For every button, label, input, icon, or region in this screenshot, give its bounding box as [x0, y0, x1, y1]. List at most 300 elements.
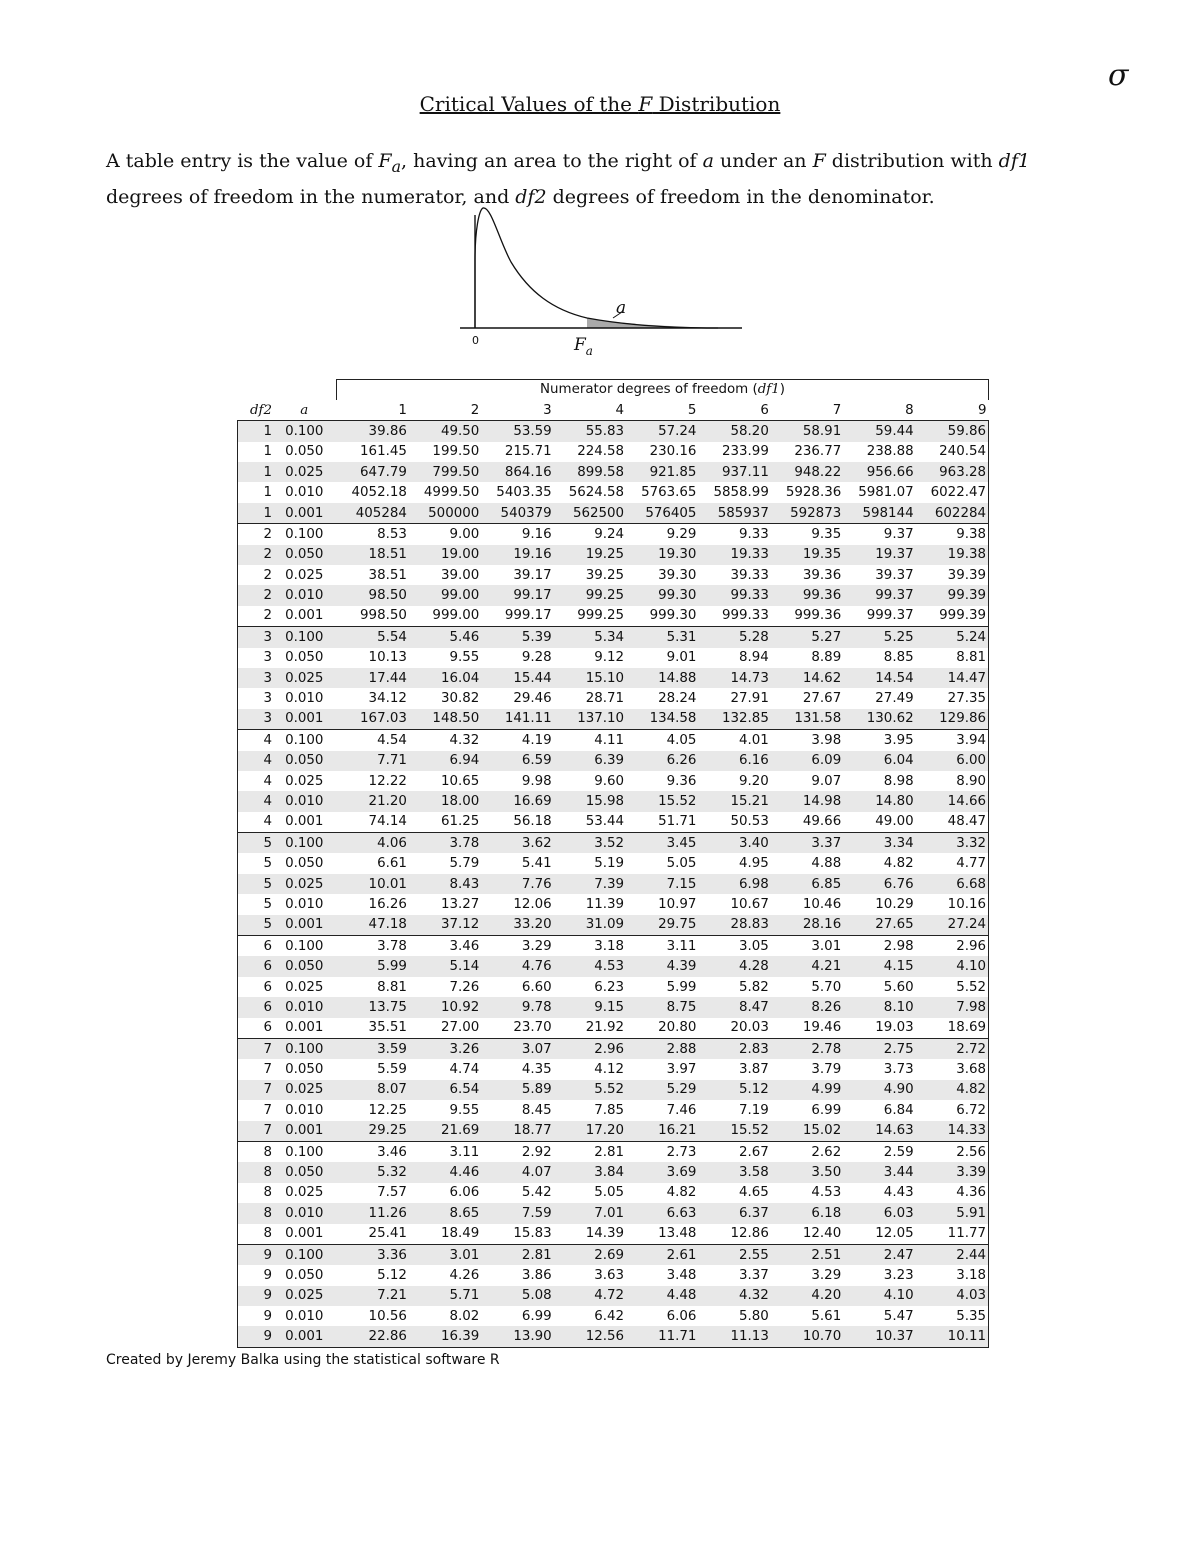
critical-value-cell: 864.16 [481, 462, 553, 482]
critical-value-cell: 2.83 [698, 1039, 770, 1060]
critical-value-cell: 27.65 [843, 915, 915, 936]
critical-value-cell: 10.01 [337, 874, 409, 894]
critical-value-cell: 99.37 [843, 585, 915, 605]
df2-cell: 7 [238, 1080, 273, 1100]
critical-value-cell: 5858.99 [713, 485, 769, 501]
critical-value-cell: 7.19 [739, 1102, 769, 1118]
df2-cell: 6 [238, 1018, 273, 1039]
df2-header: df2 [238, 400, 273, 421]
table-row [238, 482, 989, 502]
critical-value-cell: 5.52 [916, 977, 989, 997]
critical-value-cell: 14.88 [626, 668, 698, 688]
critical-value-cell: 55.83 [554, 421, 626, 442]
alpha-cell: 0.001 [272, 709, 337, 730]
table-row [238, 606, 989, 627]
critical-value-cell: 10.65 [440, 773, 480, 789]
critical-value-cell: 5.28 [698, 627, 770, 648]
critical-value-cell: 2.69 [554, 1244, 626, 1265]
critical-value-cell: 19.25 [554, 545, 626, 565]
critical-value-cell: 236.77 [794, 444, 842, 460]
page-title: Critical Values of the F Distribution [419, 92, 781, 116]
df2-cell: 3 [238, 627, 273, 648]
alpha-cell: 0.050 [285, 1062, 324, 1078]
critical-value-cell: 8.07 [337, 1080, 409, 1100]
df2-cell: 4 [238, 771, 273, 791]
critical-value-cell: 4.53 [811, 1185, 842, 1201]
df1-col-header: 9 [916, 400, 989, 421]
alpha-cell: 0.010 [285, 485, 324, 501]
df2-cell: 9 [238, 1244, 273, 1265]
alpha-label: a [616, 298, 627, 318]
alpha-cell: 0.010 [272, 1203, 337, 1223]
critical-value-cell: 21.69 [409, 1121, 481, 1142]
critical-value-cell: 18.49 [409, 1224, 481, 1245]
critical-value-cell: 999.25 [554, 606, 626, 627]
critical-value-cell: 2.73 [666, 1144, 697, 1160]
critical-value-cell: 2.98 [883, 938, 914, 954]
critical-value-cell: 4.01 [739, 732, 769, 748]
alpha-cell: 0.025 [272, 668, 337, 688]
alpha-cell: 0.050 [272, 545, 337, 565]
critical-value-cell: 4.88 [811, 856, 842, 872]
critical-value-cell: 4.10 [916, 956, 989, 976]
critical-value-cell: 4.76 [481, 956, 553, 976]
table-row [238, 524, 989, 545]
critical-value-cell: 647.79 [337, 462, 409, 482]
critical-value-cell: 799.50 [409, 462, 481, 482]
critical-value-cell: 3.95 [883, 732, 914, 748]
critical-value-cell: 20.80 [626, 1018, 698, 1039]
critical-value-cell: 9.00 [449, 526, 480, 542]
critical-value-cell: 999.36 [771, 606, 843, 627]
alpha-cell: 0.100 [285, 732, 324, 748]
footer-credit: Created by Jeremy Balka using the statistical software R [106, 1352, 500, 1368]
critical-value-cell: 224.58 [577, 444, 625, 460]
critical-value-cell: 27.00 [409, 1018, 481, 1039]
critical-value-cell: 7.39 [554, 874, 626, 894]
critical-value-cell: 2.61 [626, 1244, 698, 1265]
table-row [238, 688, 989, 708]
critical-value-cell: 14.66 [916, 791, 989, 811]
critical-value-cell: 5.60 [883, 979, 914, 995]
table-row [238, 462, 989, 482]
alpha-cell: 0.050 [285, 650, 324, 666]
table-row [238, 545, 989, 565]
critical-value-cell: 6022.47 [916, 482, 989, 502]
critical-value-cell: 15.52 [626, 791, 698, 811]
critical-value-cell: 3.34 [843, 833, 915, 854]
alpha-cell: 0.025 [285, 1185, 324, 1201]
critical-value-cell: 9.78 [481, 997, 553, 1017]
critical-value-cell: 2.47 [843, 1244, 915, 1265]
alpha-cell: 0.050 [272, 956, 337, 976]
df2-cell: 4 [238, 751, 273, 771]
critical-value-cell: 4.20 [771, 1286, 843, 1306]
alpha-cell: 0.050 [285, 856, 324, 872]
f-distribution-diagram [455, 200, 755, 365]
critical-value-cell: 6.06 [666, 1308, 697, 1324]
critical-value-cell: 6.18 [771, 1203, 843, 1223]
critical-value-cell: 3.69 [626, 1162, 698, 1182]
critical-value-cell: 49.00 [843, 812, 915, 833]
table-row [238, 853, 989, 873]
table-row [238, 1183, 989, 1203]
alpha-cell: 0.010 [285, 1102, 324, 1118]
alpha-cell: 0.001 [272, 812, 337, 833]
alpha-cell: 0.100 [272, 1244, 337, 1265]
table-row [238, 1162, 989, 1182]
table-row [238, 936, 989, 957]
critical-value-cell: 4.65 [739, 1185, 769, 1201]
critical-value-cell: 14.98 [771, 791, 843, 811]
alpha-cell: 0.025 [285, 773, 324, 789]
critical-value-cell: 9.55 [449, 650, 480, 666]
critical-value-cell: 6.37 [698, 1203, 770, 1223]
critical-value-cell: 15.21 [698, 791, 770, 811]
table-row [238, 997, 989, 1017]
alpha-cell: 0.100 [272, 421, 337, 442]
critical-value-cell: 17.44 [337, 668, 409, 688]
critical-value-cell: 9.38 [916, 524, 989, 545]
critical-value-cell: 9.98 [521, 773, 552, 789]
critical-value-cell: 11.13 [698, 1326, 770, 1347]
critical-value-cell: 10.67 [730, 896, 769, 912]
critical-value-cell: 8.43 [409, 874, 481, 894]
critical-value-cell: 5.41 [521, 856, 552, 872]
critical-value-cell: 4.82 [666, 1185, 697, 1201]
critical-value-cell: 99.17 [481, 585, 553, 605]
df1-col-header: 8 [843, 400, 915, 421]
critical-value-cell: 12.05 [843, 1224, 915, 1245]
critical-value-cell: 3.94 [916, 730, 989, 751]
critical-value-cell: 2.55 [698, 1244, 770, 1265]
critical-value-cell: 59.44 [843, 421, 915, 442]
critical-value-cell: 999.17 [481, 606, 553, 627]
critical-value-cell: 4.48 [626, 1286, 698, 1306]
alpha-cell: 0.001 [272, 1326, 337, 1347]
critical-value-cell: 3.29 [521, 938, 552, 954]
critical-value-cell: 132.85 [698, 709, 770, 730]
critical-value-cell: 19.16 [481, 545, 553, 565]
critical-value-cell: 8.75 [626, 997, 698, 1017]
table-row [238, 791, 989, 811]
df1-col-header: 7 [771, 400, 843, 421]
df2-cell: 5 [238, 915, 273, 936]
critical-value-cell: 27.24 [916, 915, 989, 936]
critical-value-cell: 19.00 [409, 545, 481, 565]
alpha-cell: 0.001 [272, 1121, 337, 1142]
df2-cell: 1 [238, 482, 273, 502]
critical-value-cell: 6.85 [771, 874, 843, 894]
critical-value-cell: 29.25 [337, 1121, 409, 1142]
critical-value-cell: 8.65 [409, 1203, 481, 1223]
critical-value-cell: 13.75 [337, 997, 409, 1017]
critical-value-cell: 3.40 [698, 833, 770, 854]
critical-value-cell: 12.56 [554, 1326, 626, 1347]
critical-value-cell: 19.35 [771, 545, 843, 565]
critical-value-cell: 10.70 [771, 1326, 843, 1347]
critical-value-cell: 5.89 [481, 1080, 553, 1100]
critical-value-cell: 6.61 [377, 856, 407, 872]
critical-value-cell: 3.78 [377, 938, 407, 954]
table-row [238, 1244, 989, 1265]
critical-value-cell: 9.35 [811, 526, 842, 542]
critical-value-cell: 4.12 [594, 1062, 625, 1078]
critical-value-cell: 2.56 [916, 1141, 989, 1162]
table-row [238, 668, 989, 688]
critical-value-cell: 999.33 [698, 606, 770, 627]
critical-value-cell: 2.51 [771, 1244, 843, 1265]
critical-value-cell: 9.15 [554, 997, 626, 1017]
critical-value-cell: 3.05 [739, 938, 769, 954]
critical-value-cell: 19.37 [843, 545, 915, 565]
critical-value-cell: 5403.35 [496, 485, 552, 501]
critical-value-cell: 3.98 [811, 732, 842, 748]
critical-value-cell: 6.03 [843, 1203, 915, 1223]
critical-value-cell: 29.46 [513, 691, 552, 707]
critical-value-cell: 2.78 [771, 1039, 843, 1060]
critical-value-cell: 4.06 [337, 833, 409, 854]
critical-value-cell: 27.91 [730, 691, 769, 707]
critical-value-cell: 5.24 [916, 627, 989, 648]
df2-cell: 5 [238, 874, 273, 894]
critical-value-cell: 134.58 [626, 709, 698, 730]
df2-cell: 7 [238, 1039, 273, 1060]
critical-value-cell: 5.79 [449, 856, 480, 872]
critical-value-cell: 3.68 [916, 1059, 989, 1079]
alpha-cell: 0.001 [272, 606, 337, 627]
alpha-cell: 0.050 [272, 1162, 337, 1182]
numerator-df-header: Numerator degrees of freedom (df1) [337, 380, 989, 400]
critical-value-cell: 6.94 [409, 751, 481, 771]
table-row [238, 1039, 989, 1060]
df2-cell: 5 [238, 833, 273, 854]
df2-cell: 1 [238, 462, 273, 482]
critical-value-cell: 4.21 [771, 956, 843, 976]
critical-value-cell: 4.11 [594, 732, 625, 748]
critical-value-cell: 8.89 [811, 650, 842, 666]
critical-value-cell: 10.56 [368, 1308, 407, 1324]
critical-value-cell: 39.00 [440, 567, 480, 583]
critical-value-cell: 28.83 [698, 915, 770, 936]
df2-cell: 4 [238, 791, 273, 811]
alpha-cell: 0.001 [272, 1224, 337, 1245]
critical-value-cell: 8.81 [377, 979, 407, 995]
critical-value-cell: 6.39 [554, 751, 626, 771]
critical-value-cell: 19.33 [698, 545, 770, 565]
critical-value-cell: 98.50 [337, 585, 409, 605]
critical-value-cell: 16.04 [409, 668, 481, 688]
critical-value-cell: 130.62 [843, 709, 915, 730]
alpha-cell: 0.050 [272, 751, 337, 771]
critical-value-cell: 9.12 [594, 650, 625, 666]
critical-value-cell: 3.32 [916, 833, 989, 854]
df2-cell: 5 [238, 853, 273, 873]
critical-value-cell: 14.33 [916, 1121, 989, 1142]
alpha-cell: 0.050 [285, 444, 324, 460]
critical-value-cell: 12.25 [368, 1102, 407, 1118]
table-row [238, 956, 989, 976]
critical-value-cell: 49.50 [409, 421, 481, 442]
alpha-cell: 0.025 [272, 874, 337, 894]
critical-value-cell: 3.39 [916, 1162, 989, 1182]
critical-value-cell: 6.54 [409, 1080, 481, 1100]
critical-value-cell: 4.99 [771, 1080, 843, 1100]
critical-value-cell: 8.53 [377, 526, 407, 542]
critical-value-cell: 3.37 [771, 833, 843, 854]
critical-value-cell: 3.45 [626, 833, 698, 854]
df1-col-header: 3 [481, 400, 553, 421]
alpha-cell: 0.025 [272, 1286, 337, 1306]
critical-value-cell: 7.46 [666, 1102, 697, 1118]
critical-value-cell: 57.24 [626, 421, 698, 442]
critical-value-cell: 9.37 [883, 526, 914, 542]
critical-value-cell: 3.79 [811, 1062, 842, 1078]
critical-value-cell: 141.11 [481, 709, 553, 730]
critical-value-cell: 3.18 [916, 1265, 989, 1285]
critical-value-cell: 3.07 [481, 1039, 553, 1060]
critical-value-cell: 238.88 [866, 444, 914, 460]
critical-value-cell: 5.71 [409, 1286, 481, 1306]
critical-value-cell: 7.01 [554, 1203, 626, 1223]
critical-value-cell: 199.50 [432, 444, 480, 460]
critical-value-cell: 2.75 [843, 1039, 915, 1060]
critical-value-cell: 3.11 [666, 938, 697, 954]
critical-value-cell: 51.71 [626, 812, 698, 833]
critical-value-cell: 4.35 [521, 1062, 552, 1078]
alpha-cell: 0.025 [285, 567, 324, 583]
critical-value-cell: 6.63 [626, 1203, 698, 1223]
critical-value-cell: 23.70 [481, 1018, 553, 1039]
critical-value-cell: 167.03 [337, 709, 409, 730]
df2-cell: 7 [238, 1121, 273, 1142]
critical-value-cell: 5.47 [883, 1308, 914, 1324]
critical-value-cell: 53.59 [481, 421, 553, 442]
critical-value-cell: 13.27 [440, 896, 480, 912]
critical-value-cell: 5.34 [554, 627, 626, 648]
critical-value-cell: 7.57 [377, 1185, 407, 1201]
critical-value-cell: 19.38 [916, 545, 989, 565]
table-row [238, 833, 989, 854]
critical-value-cell: 5.46 [409, 627, 481, 648]
critical-value-cell: 99.36 [771, 585, 843, 605]
critical-value-cell: 4.07 [481, 1162, 553, 1182]
df2-cell: 9 [238, 1286, 273, 1306]
critical-value-cell: 12.40 [771, 1224, 843, 1245]
table-row [238, 709, 989, 730]
table-row [238, 503, 989, 524]
critical-value-cell: 3.36 [337, 1244, 409, 1265]
critical-value-cell: 4.82 [883, 856, 914, 872]
critical-value-cell: 14.39 [554, 1224, 626, 1245]
critical-value-cell: 2.59 [883, 1144, 914, 1160]
critical-value-cell: 49.66 [771, 812, 843, 833]
critical-value-cell: 3.01 [811, 938, 842, 954]
table-row [238, 1100, 989, 1120]
table-row [238, 915, 989, 936]
f-critical-values-table [237, 379, 989, 1348]
table-row [238, 730, 989, 751]
critical-value-cell: 9.16 [521, 526, 552, 542]
critical-value-cell: 7.21 [337, 1286, 409, 1306]
critical-value-cell: 37.12 [409, 915, 481, 936]
df1-col-header: 1 [337, 400, 409, 421]
table-row [238, 1306, 989, 1326]
critical-value-cell: 956.66 [843, 462, 915, 482]
df2-cell: 9 [238, 1265, 273, 1285]
critical-value-cell: 5.42 [521, 1185, 552, 1201]
critical-value-cell: 3.18 [594, 938, 625, 954]
critical-value-cell: 8.47 [698, 997, 770, 1017]
critical-value-cell: 5.52 [554, 1080, 626, 1100]
critical-value-cell: 2.96 [916, 936, 989, 957]
critical-value-cell: 39.39 [916, 565, 989, 585]
critical-value-cell: 233.99 [721, 444, 769, 460]
critical-value-cell: 5.29 [626, 1080, 698, 1100]
critical-value-cell: 3.48 [666, 1267, 697, 1283]
critical-value-cell: 39.36 [802, 567, 842, 583]
critical-value-cell: 4.26 [449, 1267, 480, 1283]
critical-value-cell: 585937 [698, 503, 770, 524]
critical-value-cell: 5.12 [377, 1267, 407, 1283]
critical-value-cell: 3.37 [739, 1267, 769, 1283]
df2-cell: 9 [238, 1326, 273, 1347]
alpha-cell: 0.001 [272, 915, 337, 936]
table-row [238, 874, 989, 894]
critical-value-cell: 5.32 [337, 1162, 409, 1182]
critical-value-cell: 999.39 [916, 606, 989, 627]
critical-value-cell: 39.33 [730, 567, 769, 583]
critical-value-cell: 4.19 [521, 732, 552, 748]
table-row [238, 1286, 989, 1306]
critical-value-cell: 22.86 [337, 1326, 409, 1347]
critical-value-cell: 9.55 [449, 1102, 480, 1118]
critical-value-cell: 35.51 [337, 1018, 409, 1039]
df2-cell: 8 [238, 1183, 273, 1203]
df2-cell: 2 [238, 606, 273, 627]
alpha-cell: 0.001 [272, 503, 337, 524]
critical-value-cell: 28.71 [585, 691, 625, 707]
critical-value-cell: 8.94 [739, 650, 769, 666]
df2-cell: 3 [238, 648, 273, 668]
critical-value-cell: 3.86 [521, 1267, 552, 1283]
df2-cell: 8 [238, 1162, 273, 1182]
critical-value-cell: 5.80 [739, 1308, 769, 1324]
critical-value-cell: 74.14 [337, 812, 409, 833]
critical-value-cell: 9.29 [666, 526, 697, 542]
df2-cell: 2 [238, 545, 273, 565]
critical-value-cell: 562500 [554, 503, 626, 524]
critical-value-cell: 4.77 [916, 853, 989, 873]
critical-value-cell: 14.62 [771, 668, 843, 688]
critical-value-cell: 9.33 [739, 526, 769, 542]
df2-cell: 3 [238, 688, 273, 708]
critical-value-cell: 5.19 [594, 856, 625, 872]
critical-value-cell: 31.09 [554, 915, 626, 936]
critical-value-cell: 921.85 [626, 462, 698, 482]
df1-col-header: 4 [554, 400, 626, 421]
alpha-cell: 0.010 [285, 691, 324, 707]
df1-col-header: 6 [698, 400, 770, 421]
critical-value-cell: 3.29 [811, 1267, 842, 1283]
table-row [238, 648, 989, 668]
alpha-cell: 0.100 [285, 526, 324, 542]
critical-value-cell: 6.98 [698, 874, 770, 894]
critical-value-cell: 11.26 [337, 1203, 409, 1223]
critical-value-cell: 998.50 [337, 606, 409, 627]
critical-value-cell: 3.50 [771, 1162, 843, 1182]
df2-cell: 1 [238, 503, 273, 524]
